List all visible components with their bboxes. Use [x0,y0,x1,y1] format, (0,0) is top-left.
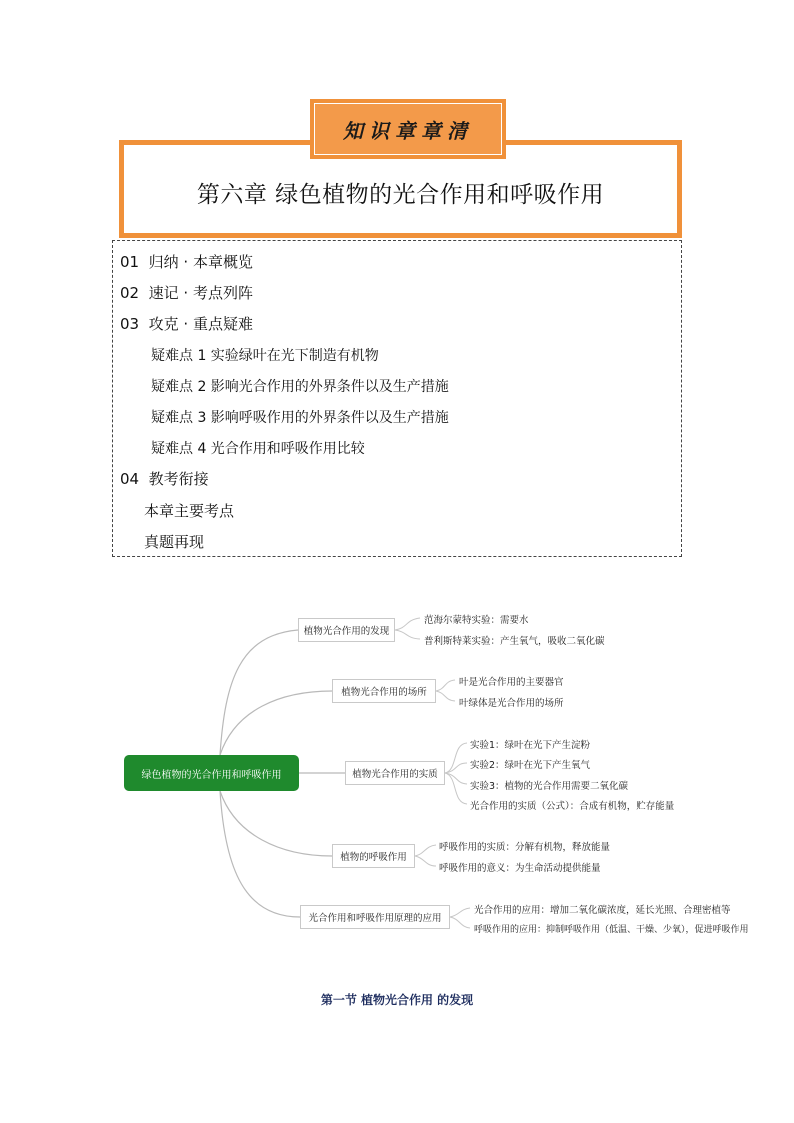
banner-tag-text: 知识章章清 [314,103,502,155]
toc-difficulty-2[interactable]: 疑难点 2 影响光合作用的外界条件以及生产措施 [151,379,449,395]
mindmap-branch-essence: 植物光合作用的实质 [345,761,445,785]
toc-difficulty-4[interactable]: 疑难点 4 光合作用和呼吸作用比较 [151,441,365,457]
mindmap-leaf: 实验1：绿叶在光下产生淀粉 [470,740,591,751]
chapter-title: 第六章 绿色植物的光合作用和呼吸作用 [196,182,605,208]
mindmap-branch-respiration: 植物的呼吸作用 [332,844,415,868]
mindmap-branch-discovery: 植物光合作用的发现 [298,618,395,642]
toc-label: 速记 · 考点列阵 [148,284,253,302]
mindmap-leaf: 呼吸作用的实质：分解有机物，释放能量 [439,842,611,853]
mindmap-branch-site: 植物光合作用的场所 [332,679,436,703]
toc-label: 归纳 · 本章概览 [148,253,253,271]
toc-difficulty-1[interactable]: 疑难点 1 实验绿叶在光下制造有机物 [151,348,379,364]
toc-num: 01 [120,253,140,271]
mindmap-leaf: 呼吸作用的意义：为生命活动提供能量 [439,863,601,874]
mindmap-leaf: 光合作用的应用：增加二氧化碳浓度，延长光照、合理密植等 [474,905,731,916]
toc-num: 03 [120,315,140,333]
mindmap-root: 绿色植物的光合作用和呼吸作用 [124,755,299,791]
mindmap-leaf: 呼吸作用的应用：抑制呼吸作用（低温、干燥、少氧），促进呼吸作用 [474,925,749,935]
mindmap-leaf: 实验3：植物的光合作用需要二氧化碳 [470,781,629,792]
banner-tag [310,99,506,159]
mindmap-branch-application: 光合作用和呼吸作用原理的应用 [300,905,450,929]
section-title: 第一节 植物光合作用 的发现 [320,993,474,1007]
toc-label: 教考衔接 [148,470,209,488]
mindmap-leaf: 叶是光合作用的主要器官 [459,677,564,688]
mindmap-leaf: 普利斯特莱实验：产生氧气，吸收二氧化碳 [424,636,605,647]
toc-sub-past-exams[interactable]: 真题再现 [144,533,205,551]
mindmap-leaf: 范海尔蒙特实验：需要水 [424,615,529,626]
toc-num: 02 [120,284,140,302]
mindmap-leaf: 叶绿体是光合作用的场所 [459,698,564,709]
mindmap-leaf: 光合作用的实质（公式）：合成有机物，贮存能量 [470,801,675,812]
toc-difficulty-3[interactable]: 疑难点 3 影响呼吸作用的外界条件以及生产措施 [151,410,449,426]
toc-num: 04 [120,470,140,488]
toc-label: 攻克 · 重点疑难 [148,315,253,333]
toc-sub-key-points[interactable]: 本章主要考点 [144,502,235,520]
mindmap-leaf: 实验2：绿叶在光下产生氧气 [470,760,591,771]
